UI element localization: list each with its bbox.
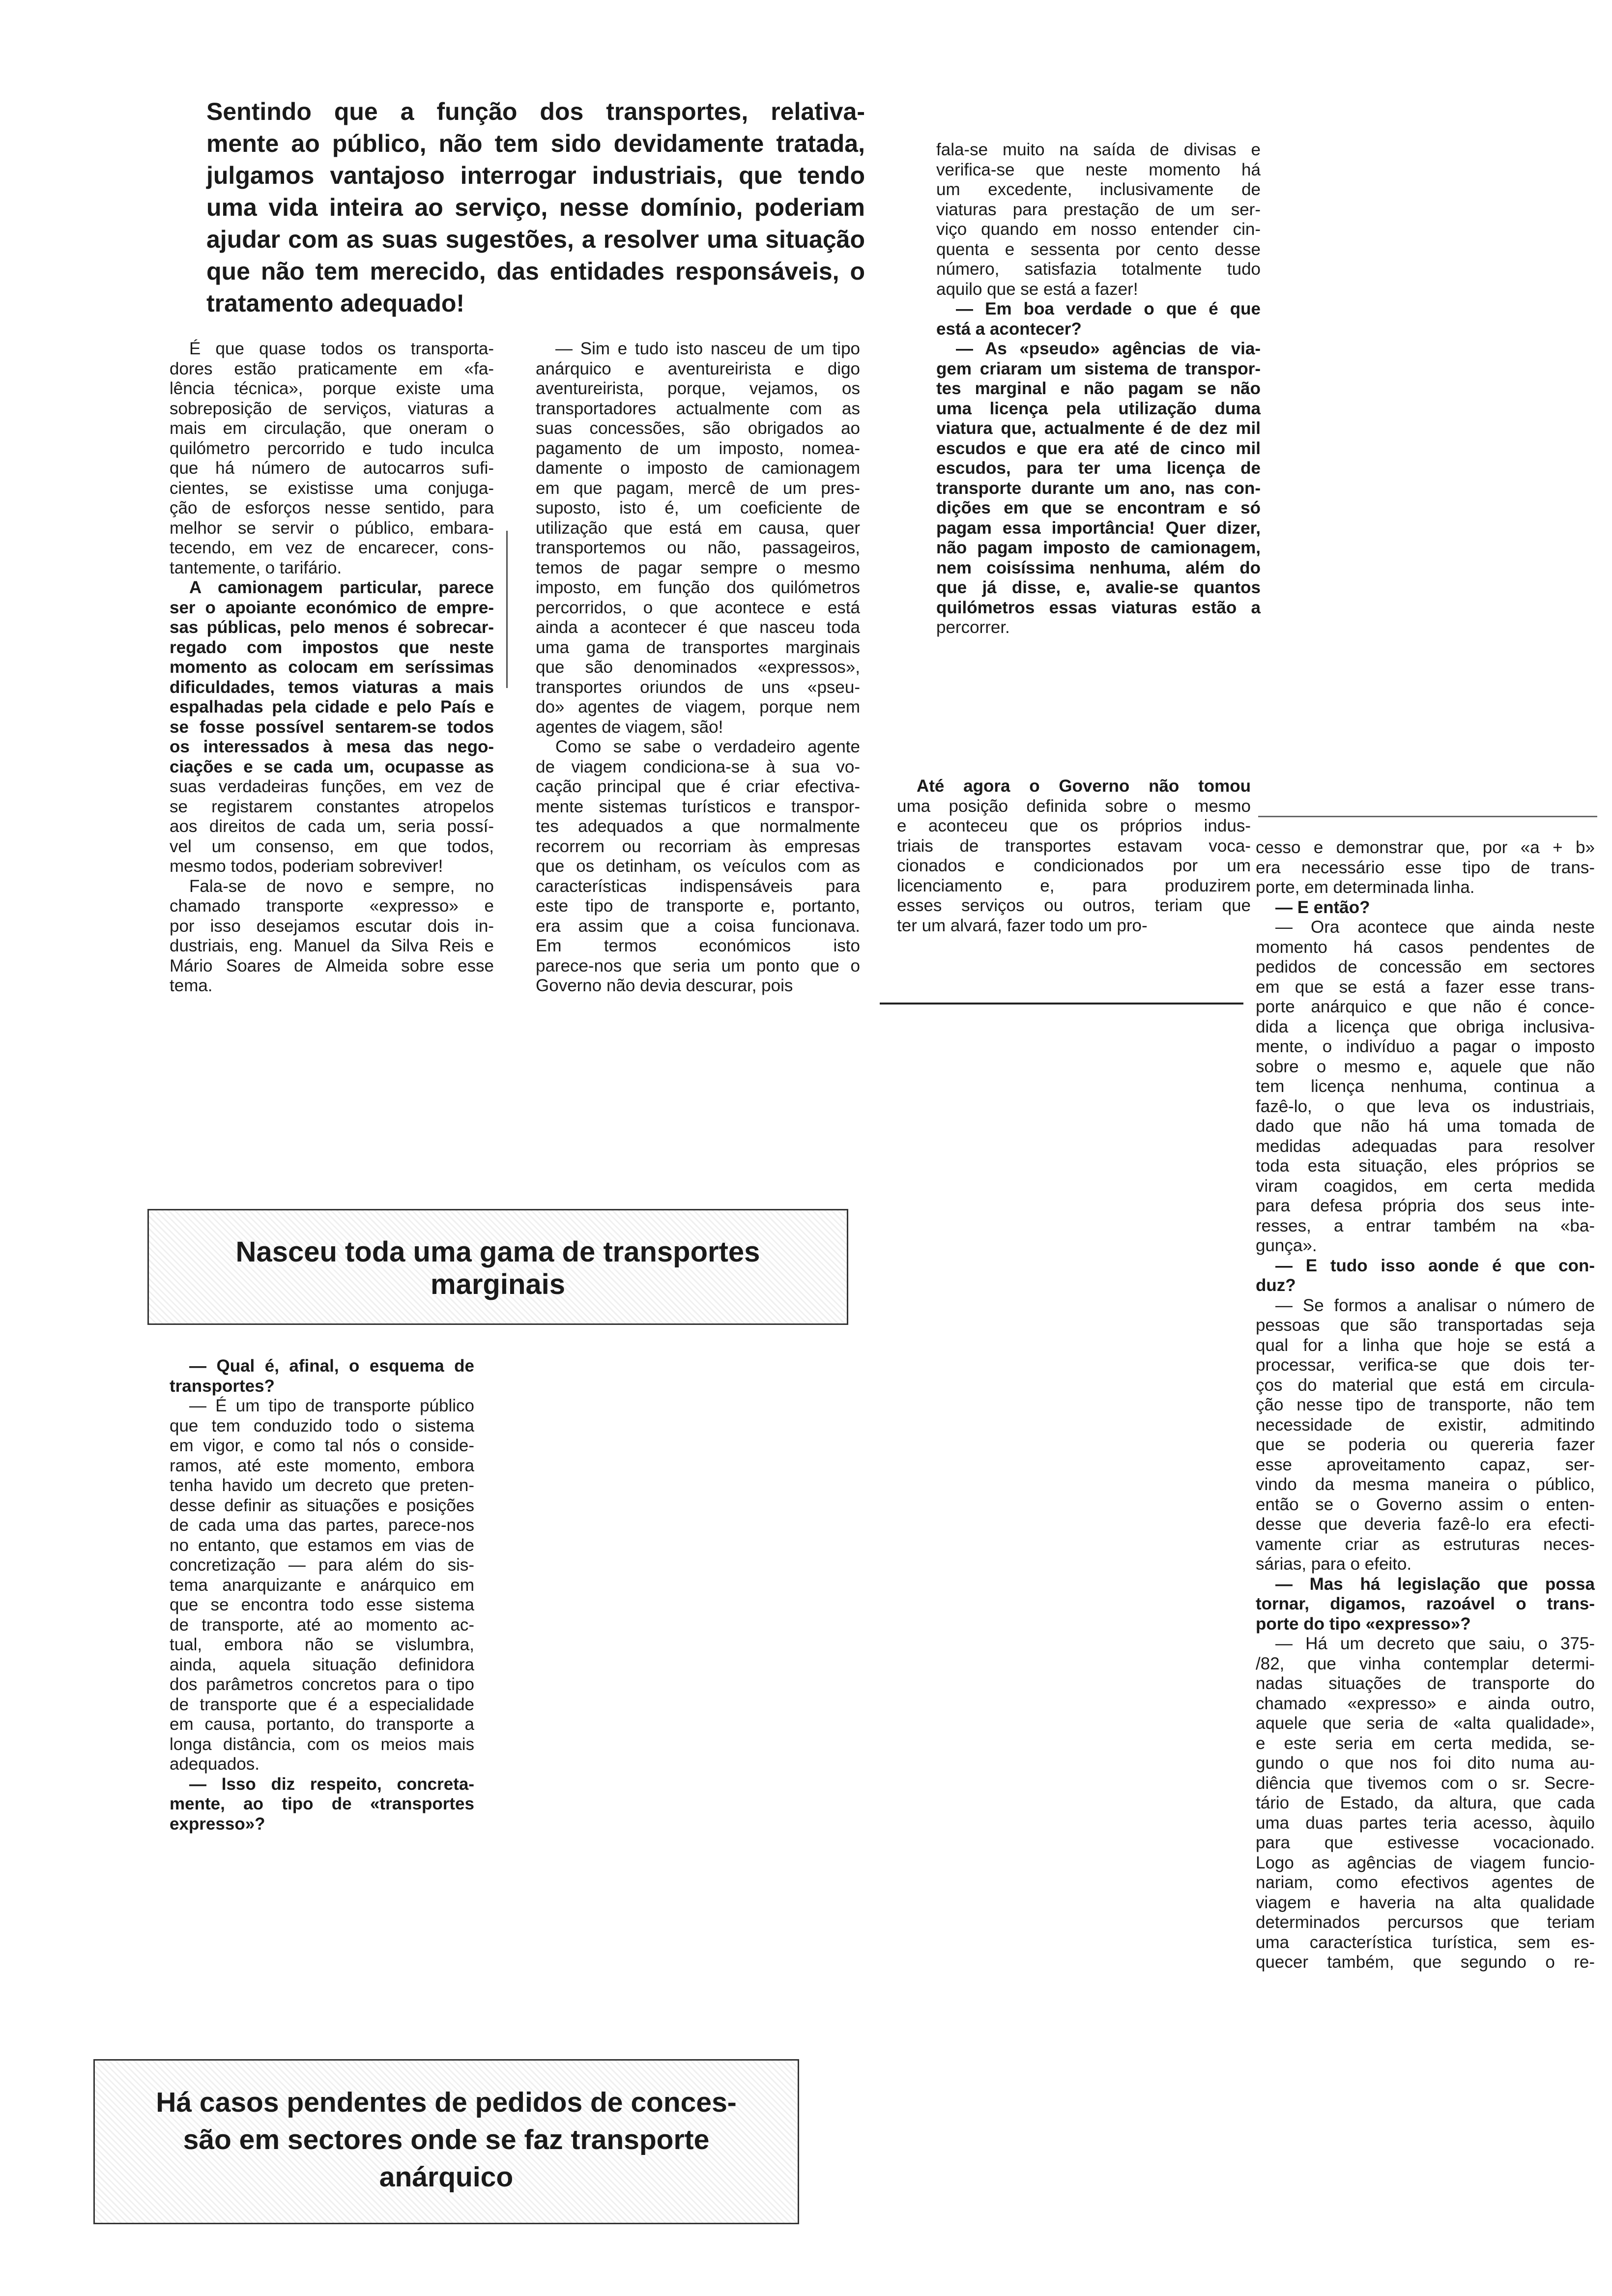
text-line: vel um consenso, em que todos, bbox=[170, 836, 494, 856]
text-line: cesso e demonstrar que, por «a + b» bbox=[1256, 838, 1595, 857]
text-line: em causa, portanto, do transporte a bbox=[170, 1715, 474, 1734]
text-line: transportemos ou não, passageiros, bbox=[536, 538, 860, 557]
text-line: percorridos, o que acontece e está bbox=[536, 598, 860, 617]
text-line: — É um tipo de transporte público bbox=[189, 1396, 474, 1415]
text-line: sobreposição de serviços, viaturas a bbox=[170, 399, 494, 418]
lead-line: que não tem merecido, das entidades responsáveis, o bbox=[206, 258, 865, 285]
text-line: verifica-se que neste momento há bbox=[936, 160, 1261, 179]
text-line: tantemente, o tarifário. bbox=[170, 558, 342, 577]
text-line: duz? bbox=[1256, 1276, 1296, 1295]
text-line: aquilo que se está a fazer! bbox=[936, 279, 1138, 299]
text-line: Logo as agências de viagem funcio- bbox=[1256, 1853, 1595, 1872]
text-line: momento há casos pendentes de bbox=[1256, 937, 1595, 957]
text-line: ser o apoiante económico de empre- bbox=[170, 598, 494, 617]
text-line: dustriais, eng. Manuel da Silva Reis e bbox=[170, 936, 494, 955]
text-line: tário de Estado, da altura, que cada bbox=[1256, 1793, 1595, 1812]
text-line: se fosse possível sentarem-se todos bbox=[170, 717, 494, 737]
lead-line: tratamento adequado! bbox=[206, 289, 465, 317]
text-line: A camionagem particular, parece bbox=[189, 578, 494, 597]
text-line: tornar, digamos, razoável o trans- bbox=[1256, 1594, 1595, 1613]
article-column-3 bbox=[936, 140, 1261, 638]
text-line: que há número de autocarros sufi- bbox=[170, 459, 494, 478]
text-line: mente, ao tipo de «transportes bbox=[170, 1794, 474, 1813]
text-line: quecer também, que segundo o re- bbox=[1256, 1952, 1595, 1972]
text-line: temos de pagar sempre o mesmo bbox=[536, 558, 860, 577]
text-line: tecendo, em vez de encarecer, cons- bbox=[170, 538, 494, 557]
text-line: desse que deveria fazê-lo era efecti- bbox=[1256, 1515, 1595, 1534]
text-line: dificuldades, temos viaturas a mais bbox=[170, 677, 494, 697]
text-line: momento as colocam em seríssimas bbox=[170, 658, 494, 677]
text-line: — Isso diz respeito, concreta- bbox=[189, 1774, 474, 1794]
text-line: uma licença pela utilização duma bbox=[936, 399, 1261, 418]
text-line: resses, a entrar também na «ba- bbox=[1256, 1216, 1595, 1235]
text-line: está a acontecer? bbox=[936, 319, 1082, 339]
subheading-line: marginais bbox=[431, 1268, 565, 1300]
text-line: dida a licença que obriga inclusiva- bbox=[1256, 1017, 1595, 1036]
text-line: processar, verifica-se que dois ter- bbox=[1256, 1355, 1595, 1375]
text-line: Fala-se de novo e sempre, no bbox=[189, 876, 494, 896]
text-line: determinados percursos que teriam bbox=[1256, 1913, 1595, 1932]
text-line: mente sistemas turísticos e transpor- bbox=[536, 797, 860, 816]
text-line: se registarem constantes atropelos bbox=[170, 797, 494, 816]
text-line: de cada uma das partes, parece-nos bbox=[170, 1516, 474, 1535]
text-line: — Em boa verdade o que é que bbox=[956, 299, 1261, 318]
text-line: toda esta situação, eles próprios se bbox=[1256, 1156, 1595, 1176]
text-line: cação principal que é criar efectiva- bbox=[536, 777, 860, 796]
text-line: — Sim e tudo isto nasceu de um tipo bbox=[555, 339, 860, 358]
lead-line: ajudar com as suas sugestões, a resolver uma situação bbox=[206, 226, 865, 253]
text-line: percorrer. bbox=[936, 618, 1010, 637]
text-line: que se poderia ou quereria fazer bbox=[1256, 1435, 1595, 1454]
text-line: dores estão praticamente em «fa- bbox=[170, 359, 494, 378]
text-line: transportes oriundos de uns «pseu- bbox=[536, 677, 860, 697]
section-rule bbox=[880, 1003, 1243, 1004]
text-line: regado com impostos que neste bbox=[170, 637, 494, 657]
text-line: chamado transporte «expresso» e bbox=[170, 896, 494, 916]
text-line: dições em que se encontram e só bbox=[936, 498, 1261, 517]
text-line: transportadores actualmente com as bbox=[536, 399, 860, 418]
text-line: esse aproveitamento capaz, ser- bbox=[1256, 1455, 1595, 1474]
text-line: era necessário esse tipo de trans- bbox=[1256, 858, 1595, 877]
text-line: que os detinham, os veículos com as bbox=[536, 857, 860, 876]
text-line: anárquico e aventureirista e digo bbox=[536, 359, 860, 378]
text-line: de transporte, até ao momento ac- bbox=[170, 1615, 474, 1635]
text-line: Governo não devia descurar, pois bbox=[536, 976, 793, 995]
text-line: medidas adequadas para resolver bbox=[1256, 1136, 1595, 1156]
lead-line: Sentindo que a função dos transportes, relativa- bbox=[206, 98, 865, 125]
text-line: no entanto, que estamos em vias de bbox=[170, 1535, 474, 1555]
text-line: pagam essa importância! Quer dizer, bbox=[936, 518, 1261, 538]
subheading-box-marginais bbox=[147, 1209, 848, 1325]
text-line: diência que tivemos com o sr. Secre- bbox=[1256, 1773, 1595, 1793]
text-line: características indispensáveis para bbox=[536, 876, 860, 896]
text-line: gunça». bbox=[1256, 1236, 1317, 1255]
text-line: imposto, em função dos quilómetros bbox=[536, 578, 860, 597]
text-line: aquele que seria de «alta qualidade», bbox=[1256, 1714, 1595, 1733]
text-line: É que quase todos os transporta- bbox=[189, 339, 494, 358]
lead-paragraph bbox=[206, 96, 865, 319]
text-line: transportes? bbox=[170, 1376, 275, 1396]
text-line: suas verdadeiras funções, em vez de bbox=[170, 777, 494, 796]
text-line: tema anarquizante e anárquico em bbox=[170, 1575, 474, 1595]
text-line: escudos, para ter uma licença de bbox=[936, 459, 1261, 478]
text-line: ramos, até este momento, embora bbox=[170, 1456, 474, 1475]
text-line: então se o Governo assim o enten- bbox=[1256, 1494, 1595, 1514]
text-line: para que estivesse vocacionado. bbox=[1256, 1833, 1595, 1852]
text-line: expresso»? bbox=[170, 1814, 265, 1834]
text-line: suas concessões, são obrigados ao bbox=[536, 419, 860, 438]
text-line: damente o imposto de camionagem bbox=[536, 459, 860, 478]
text-line: pessoas que são transportadas seja bbox=[1256, 1316, 1595, 1335]
text-line: concretização — para além do sis- bbox=[170, 1555, 474, 1575]
text-line: ção nesse tipo de transporte, não tem bbox=[1256, 1395, 1595, 1414]
article-column-1 bbox=[170, 339, 494, 996]
text-line: sobre o mesmo e, aquele que não bbox=[1256, 1057, 1595, 1076]
text-line: ainda a acontecer é que nasceu toda bbox=[536, 618, 860, 637]
text-line: pagamento de um imposto, nomea- bbox=[536, 438, 860, 458]
text-line: viatura que, actualmente é de dez mil bbox=[936, 419, 1261, 438]
text-line: tema. bbox=[170, 976, 213, 995]
text-line: uma característica turística, sem es- bbox=[1256, 1932, 1595, 1952]
text-line: — E tudo isso aonde é que con- bbox=[1275, 1256, 1595, 1275]
text-line: tenha havido um decreto que preten- bbox=[170, 1476, 474, 1495]
text-line: adequados. bbox=[170, 1754, 259, 1774]
text-line: em vigor, e como tal nós o conside- bbox=[170, 1436, 474, 1455]
column-divider bbox=[506, 531, 508, 688]
text-line: /82, que vinha contemplar determi- bbox=[1256, 1654, 1595, 1673]
text-line: chamado «expresso» e ainda outro, bbox=[1256, 1693, 1595, 1713]
text-line: licenciamento e, para produzirem bbox=[897, 876, 1251, 895]
lead-line: julgamos vantajoso interrogar industriais, que tendo bbox=[206, 162, 865, 189]
text-line: de transporte que é a especialidade bbox=[170, 1694, 474, 1714]
article-column-5 bbox=[170, 1356, 474, 1834]
text-line: vamente criar as estruturas neces- bbox=[1256, 1534, 1595, 1554]
text-line: que se encontra todo esse sistema bbox=[170, 1595, 474, 1614]
text-line: de viagem condiciona-se à sua vo- bbox=[536, 757, 860, 776]
text-line: Como se sabe o verdadeiro agente bbox=[555, 737, 860, 756]
text-line: porte anárquico e que não é conce- bbox=[1256, 997, 1595, 1016]
text-line: ços do material que está em circula- bbox=[1256, 1375, 1595, 1395]
text-line: para defesa própria dos seus inte- bbox=[1256, 1196, 1595, 1215]
text-line: — E então? bbox=[1275, 897, 1370, 917]
text-line: mente, o indivíduo a pagar o imposto bbox=[1256, 1037, 1595, 1056]
text-line: nem coisíssima nenhuma, além do bbox=[936, 558, 1261, 577]
article-column-2 bbox=[536, 339, 860, 996]
text-line: este tipo de transporte e, portanto, bbox=[536, 896, 860, 916]
text-line: escudos e que era até de cinco mil bbox=[936, 438, 1261, 458]
text-line: pedidos de concessão em sectores bbox=[1256, 957, 1595, 976]
text-line: uma duas partes teria acesso, àquilo bbox=[1256, 1813, 1595, 1833]
text-line: era assim que a coisa funcionava. bbox=[536, 916, 860, 936]
text-line: sárias, para o efeito. bbox=[1256, 1554, 1412, 1574]
article-column-3-continued bbox=[897, 776, 1251, 936]
text-line: um excedente, inclusivamente de bbox=[936, 180, 1261, 199]
text-line: utilização que está em causa, quer bbox=[536, 518, 860, 538]
text-line: uma gama de transportes marginais bbox=[536, 637, 860, 657]
text-line: nadas situações de transporte do bbox=[1256, 1674, 1595, 1693]
text-line: sas públicas, pelo menos é sobrecar- bbox=[170, 618, 494, 637]
text-line: mais em circulação, que oneram o bbox=[170, 419, 494, 438]
text-line: que são denominados «expressos», bbox=[536, 658, 860, 677]
text-line: triais de transportes estavam voca- bbox=[897, 836, 1251, 856]
text-line: parece-nos que seria um ponto que o bbox=[536, 956, 860, 976]
lead-line: mente ao público, não tem sido devidamente tratada, bbox=[206, 130, 865, 157]
text-line: viagem e haveria na alta qualidade bbox=[1256, 1893, 1595, 1912]
text-line: ciações e se cada um, ocupasse as bbox=[170, 757, 494, 776]
text-line: cientes, se existisse uma conjuga- bbox=[170, 478, 494, 498]
text-line: que tem conduzido todo o sistema bbox=[170, 1416, 474, 1435]
text-line: viram coagidos, em certa medida bbox=[1256, 1176, 1595, 1196]
text-line: mesmo todos, poderiam sobreviver! bbox=[170, 857, 443, 876]
text-line: número, satisfazia totalmente tudo bbox=[936, 259, 1261, 279]
text-line: — Mas há legislação que possa bbox=[1275, 1574, 1595, 1594]
text-line: — Há um decreto que saiu, o 375- bbox=[1275, 1634, 1595, 1653]
text-line: os interessados à mesa das nego- bbox=[170, 737, 494, 756]
subheading-line: Nasceu toda uma gama de transportes bbox=[235, 1236, 760, 1268]
text-line: fazê-lo, o que leva os industriais, bbox=[1256, 1096, 1595, 1116]
text-line: tem licença nenhuma, continua a bbox=[1256, 1077, 1595, 1096]
text-line: quilómetros essas viaturas estão a bbox=[936, 598, 1261, 617]
text-line: — Ora acontece que ainda neste bbox=[1275, 918, 1595, 937]
text-line: lência técnica», porque existe uma bbox=[170, 379, 494, 398]
text-line: aventureirista, porque, vejamos, os bbox=[536, 379, 860, 398]
text-line: recorrem ou recorriam às empresas bbox=[536, 836, 860, 856]
text-line: Mário Soares de Almeida sobre esse bbox=[170, 956, 494, 976]
text-line: quenta e sessenta por cento desse bbox=[936, 239, 1261, 259]
text-line: — Qual é, afinal, o esquema de bbox=[189, 1356, 474, 1376]
text-line: ainda, aquela situação definidora bbox=[170, 1655, 474, 1674]
text-line: aos direitos de cada um, seria possí- bbox=[170, 817, 494, 836]
text-line: necessidade de existir, admitindo bbox=[1256, 1415, 1595, 1435]
text-line: — As «pseudo» agências de via- bbox=[956, 339, 1261, 358]
text-line: em que se está a fazer esse trans- bbox=[1256, 977, 1595, 997]
subheading-line: anárquico bbox=[379, 2161, 514, 2193]
text-line: Em termos económicos isto bbox=[536, 936, 860, 955]
section-rule bbox=[1258, 816, 1597, 817]
text-line: desse definir as situações e posições bbox=[170, 1495, 474, 1515]
text-line: cionados e condicionados por um bbox=[897, 856, 1251, 875]
text-line: vindo da mesma maneira o público, bbox=[1256, 1475, 1595, 1494]
text-line: e este seria em certa medida, se- bbox=[1256, 1733, 1595, 1753]
subheading-line: Há casos pendentes de pedidos de conces- bbox=[156, 2087, 737, 2118]
text-line: porte, em determinada linha. bbox=[1256, 878, 1475, 897]
subheading-box-casos-pendentes bbox=[93, 2059, 799, 2224]
text-line: fala-se muito na saída de divisas e bbox=[936, 140, 1261, 159]
text-line: agentes de viagem, são! bbox=[536, 717, 723, 737]
lead-line: uma vida inteira ao serviço, nesse domínio, poderiam bbox=[206, 194, 865, 221]
article-column-4 bbox=[1256, 838, 1595, 1973]
text-line: viço quando em nosso entender cin- bbox=[936, 220, 1261, 239]
text-line: nariam, como efectivos agentes de bbox=[1256, 1873, 1595, 1892]
text-line: suposto, isto é, um coeficiente de bbox=[536, 498, 860, 517]
text-line: dado que não há uma tomada de bbox=[1256, 1117, 1595, 1136]
text-line: e aconteceu que os próprios indus- bbox=[897, 816, 1251, 835]
text-line: não pagam imposto de camionagem, bbox=[936, 538, 1261, 557]
text-line: tes marginal e não pagam se não bbox=[936, 379, 1261, 398]
text-line: Até agora o Governo não tomou bbox=[917, 776, 1251, 796]
text-line: espalhadas pela cidade e pelo País e bbox=[170, 697, 494, 717]
text-line: quilómetro percorrido e tudo inculca bbox=[170, 438, 494, 458]
text-line: gundo o que nos foi dito numa au- bbox=[1256, 1753, 1595, 1773]
text-line: transporte durante um ano, nas con- bbox=[936, 478, 1261, 498]
text-line: melhor se servir o público, embara- bbox=[170, 518, 494, 538]
text-line: tual, embora não se vislumbra, bbox=[170, 1635, 474, 1654]
text-line: uma posição definida sobre o mesmo bbox=[897, 796, 1251, 816]
text-line: tes adequados a que normalmente bbox=[536, 817, 860, 836]
text-line: ter um alvará, fazer todo um pro- bbox=[897, 916, 1148, 935]
text-line: dos parâmetros concretos para o tipo bbox=[170, 1675, 474, 1694]
text-line: gem criaram um sistema de transpor- bbox=[936, 359, 1261, 378]
text-line: em que pagam, mercê de um pres- bbox=[536, 478, 860, 498]
text-line: longa distância, com os meios mais bbox=[170, 1734, 474, 1754]
text-line: por isso desejamos escutar dois in- bbox=[170, 916, 494, 936]
text-line: que já disse, e, avalie-se quantos bbox=[936, 578, 1261, 597]
text-line: qual for a linha que hoje se está a bbox=[1256, 1335, 1595, 1355]
text-line: esses serviços ou outros, teriam que bbox=[897, 896, 1251, 915]
text-line: ção de esforços nesse sentido, para bbox=[170, 498, 494, 517]
text-line: porte do tipo «expresso»? bbox=[1256, 1614, 1471, 1634]
text-line: — Se formos a analisar o número de bbox=[1275, 1295, 1595, 1315]
text-line: viaturas para prestação de um ser- bbox=[936, 200, 1261, 219]
text-line: do» agentes de viagem, porque nem bbox=[536, 697, 860, 717]
subheading-line: são em sectores onde se faz transporte bbox=[183, 2124, 710, 2155]
